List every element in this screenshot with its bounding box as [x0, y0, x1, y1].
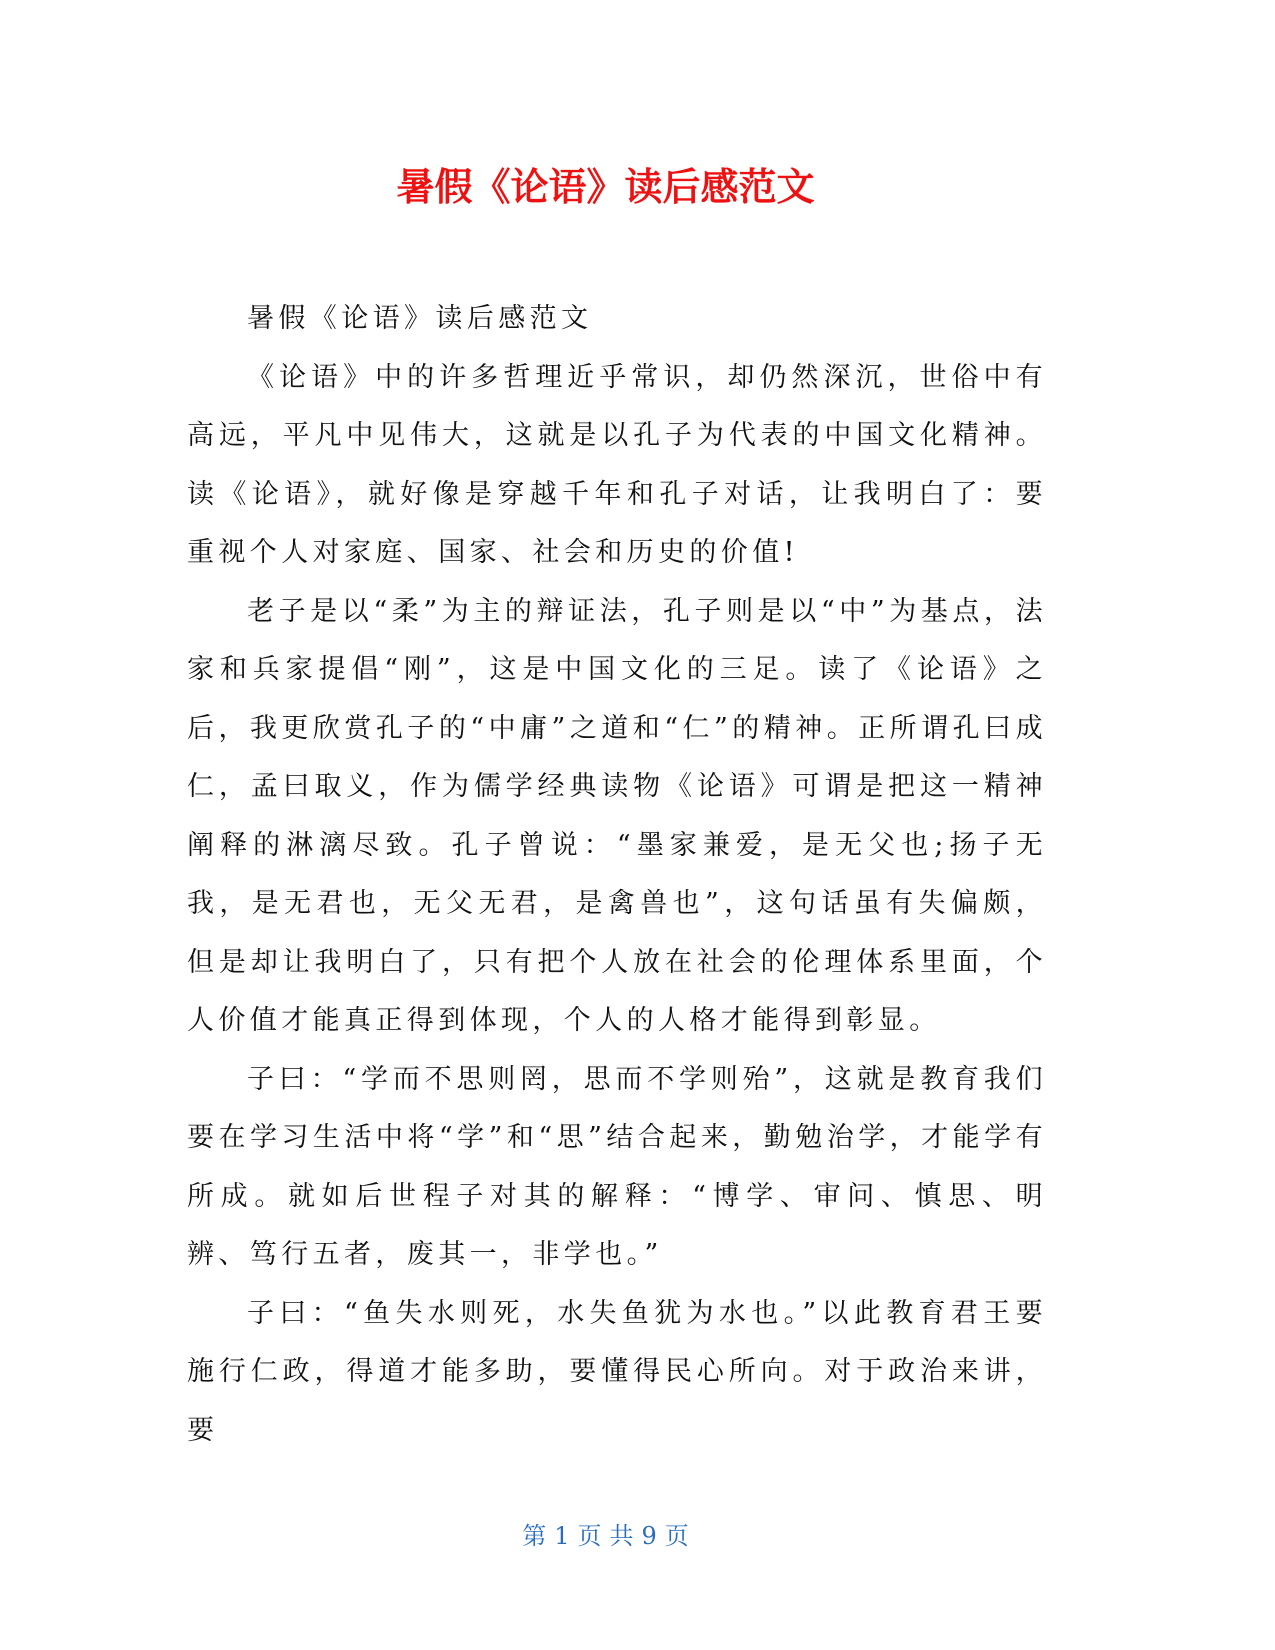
- paragraph: 《论语》中的许多哲理近乎常识，却仍然深沉，世俗中有高远，平凡中见伟大，这就是以孔子为代表的中国文化精神。读《论语》，就好像是穿越千年和孔子对话，让我明白了：要重视个人对家庭、国家、社会和历史的价值!: [187, 361, 1047, 568]
- page-prefix: 第: [522, 1522, 547, 1550]
- total-prefix: 共: [609, 1522, 634, 1550]
- paragraph: 子曰：“鱼失水则死，水失鱼犹为水也。”以此教育君王要施行仁政，得道才能多助，要懂得民心所向。对于政治来讲，要: [187, 1297, 1047, 1446]
- page-label: 页: [577, 1522, 602, 1550]
- paragraph: 子曰：“学而不思则罔，思而不学则殆”，这就是教育我们要在学习生活中将“学”和“思”结合起来，勤勉治学，才能学有所成。就如后世程子对其的解释：“博学、审问、慎思、明辨、笃行五者，废其一，非学也。”: [187, 1063, 1047, 1270]
- document-title: 暑假《论语》读后感范文: [396, 165, 815, 209]
- page-number-footer: [0, 1520, 1211, 1552]
- paragraph: 暑假《论语》读后感范文: [247, 303, 593, 334]
- document-body: [187, 290, 1047, 1460]
- paragraph: 老子是以“柔”为主的辩证法，孔子则是以“中”为基点，法家和兵家提倡“刚”，这是中国文化的三足。读了《论语》之后，我更欣赏孔子的“中庸”之道和“仁”的精神。正所谓孔曰成仁，孟曰取义，作为儒学经典读物《论语》可谓是把这一精神阐释的淋漓尽致。孔子曾说：“墨家兼爱，是无父也;扬子无我，是无君也，无父无君，是禽兽也”，这句话虽有失偏颇，但是却让我明白了，只有把个人放在社会的伦理体系里面，个人价值才能真正得到体现，个人的人格才能得到彰显。: [187, 595, 1047, 1036]
- total-page-count: 9: [641, 1522, 657, 1550]
- current-page-number: 1: [554, 1522, 570, 1550]
- total-label: 页: [664, 1522, 689, 1550]
